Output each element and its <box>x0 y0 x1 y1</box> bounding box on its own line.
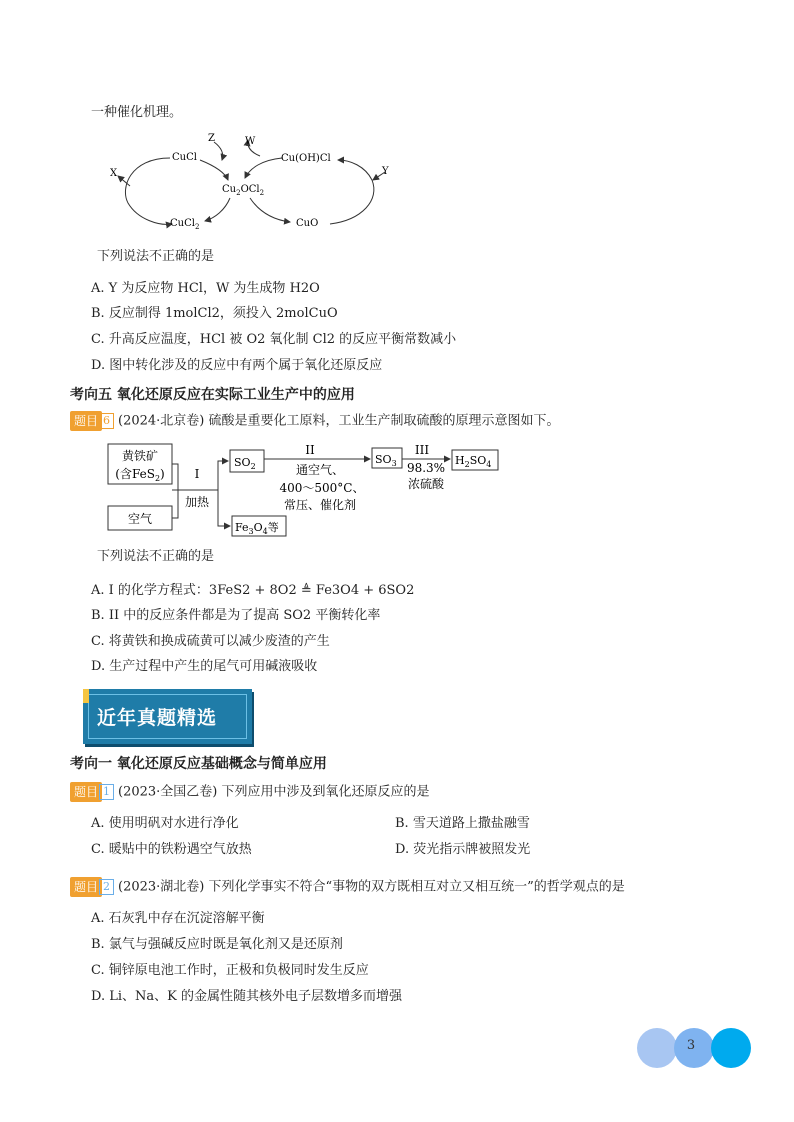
question-stem: (2023·湖北卷) 下列化学事实不符合“事物的双方既相互对立又相互统一”的哲学观点的是 <box>118 879 625 895</box>
air-label: 空气 <box>127 512 153 526</box>
question-stem: (2023·全国乙卷) 下列应用中涉及到氧化还原反应的是 <box>118 784 430 800</box>
condition-1: 通空气、 <box>295 463 345 477</box>
option-b: B. 反应制得 1molCl2，须投入 2molCuO <box>91 306 338 321</box>
w-label: W <box>245 136 256 147</box>
so2-label: $SO_2$ <box>234 456 256 471</box>
option-a: A. 石灰乳中存在沉淀溶解平衡 <box>91 911 265 926</box>
step-1-label: I <box>194 467 200 481</box>
cuohcl-label: Cu(OH)Cl <box>281 153 331 164</box>
question-badge: 题目 <box>70 877 102 897</box>
h2so4-label: $H_2SO_4$ <box>455 454 492 469</box>
option-b: B. II 中的反应条件都是为了提高 SO2 平衡转化率 <box>91 608 381 623</box>
question-number: 1 <box>99 784 114 800</box>
option-b: B. 雪天道路上撒盐融雪 <box>395 816 530 831</box>
question-badge: 题目 <box>70 411 102 431</box>
page-decor-circle <box>637 1028 677 1068</box>
acid-name: 浓硫酸 <box>407 477 445 491</box>
option-c: C. 升高反应温度，HCl 被 O2 氧化制 Cl2 的反应平衡常数减小 <box>91 332 457 347</box>
y-label: Y <box>382 166 389 177</box>
sulfuric-acid-flow-diagram <box>100 438 510 540</box>
option-c: C. 暖贴中的铁粉遇空气放热 <box>91 842 252 857</box>
heat-label: 加热 <box>184 495 210 509</box>
banner-tab <box>83 689 89 703</box>
option-a: A. Y 为反应物 HCl，W 为生成物 H2O <box>91 281 320 296</box>
cucl2-label: CuCl$_2$ <box>170 218 200 231</box>
x-label: X <box>110 168 118 179</box>
option-a: A. I 的化学方程式：3FeS2 + 8O2 ≜ Fe3O4 + 6SO2 <box>91 583 415 598</box>
option-d: D. Li、Na、K 的金属性随其核外电子层数增多而增强 <box>91 989 402 1004</box>
option-a: A. 使用明矾对水进行净化 <box>91 816 239 831</box>
fe3o4-label: $Fe_3O_4$等 <box>235 521 279 536</box>
banner-title: 近年真题精选 <box>97 707 218 729</box>
catalytic-cycle-diagram <box>100 128 400 236</box>
option-d: D. 荧光指示牌被照发光 <box>395 842 531 857</box>
section-banner <box>83 689 252 744</box>
step-2-label: II <box>305 443 315 457</box>
question-badge: 题目 <box>70 782 102 802</box>
question-6 <box>70 411 560 431</box>
cucl-label: CuCl <box>172 152 197 163</box>
pyrite-formula: (含FeS$_2$) <box>115 467 165 483</box>
step-3-label: III <box>414 443 430 457</box>
question-1 <box>70 782 430 802</box>
cuo-label: CuO <box>296 218 319 229</box>
page-decor-circle <box>711 1028 751 1068</box>
acid-concentration: 98.3% <box>406 461 446 475</box>
so3-label: $SO_3$ <box>375 453 397 468</box>
option-c: C. 铜锌原电池工作时，正极和负极同时发生反应 <box>91 963 369 978</box>
intro-line: 一种催化机理。 <box>91 105 183 120</box>
section-heading: 考向五 氧化还原反应在实际工业生产中的应用 <box>70 387 355 403</box>
condition-3: 常压、催化剂 <box>283 498 357 512</box>
question-2 <box>70 877 625 897</box>
option-c: C. 将黄铁和换成硫黄可以减少废渣的产生 <box>91 634 330 649</box>
z-label: Z <box>208 133 215 144</box>
question-number: 2 <box>99 879 114 895</box>
pyrite-label: 黄铁矿 <box>121 449 159 463</box>
option-d: D. 图中转化涉及的反应中有两个属于氧化还原反应 <box>91 358 383 373</box>
condition-2: 400～500°C、 <box>279 481 365 495</box>
question-prompt: 下列说法不正确的是 <box>97 549 215 564</box>
cu2ocl2-label: $Cu_2OCl_2$ <box>222 184 265 197</box>
page-number: 3 <box>686 1038 696 1053</box>
question-stem: (2024·北京卷) 硫酸是重要化工原料，工业生产制取硫酸的原理示意图如下。 <box>118 413 560 429</box>
option-b: B. 氯气与强碱反应时既是氧化剂又是还原剂 <box>91 937 343 952</box>
question-number: 6 <box>99 413 114 429</box>
section-heading: 考向一 氧化还原反应基础概念与简单应用 <box>70 756 327 772</box>
option-d: D. 生产过程中产生的尾气可用碱液吸收 <box>91 659 318 674</box>
question-prompt: 下列说法不正确的是 <box>97 249 215 264</box>
